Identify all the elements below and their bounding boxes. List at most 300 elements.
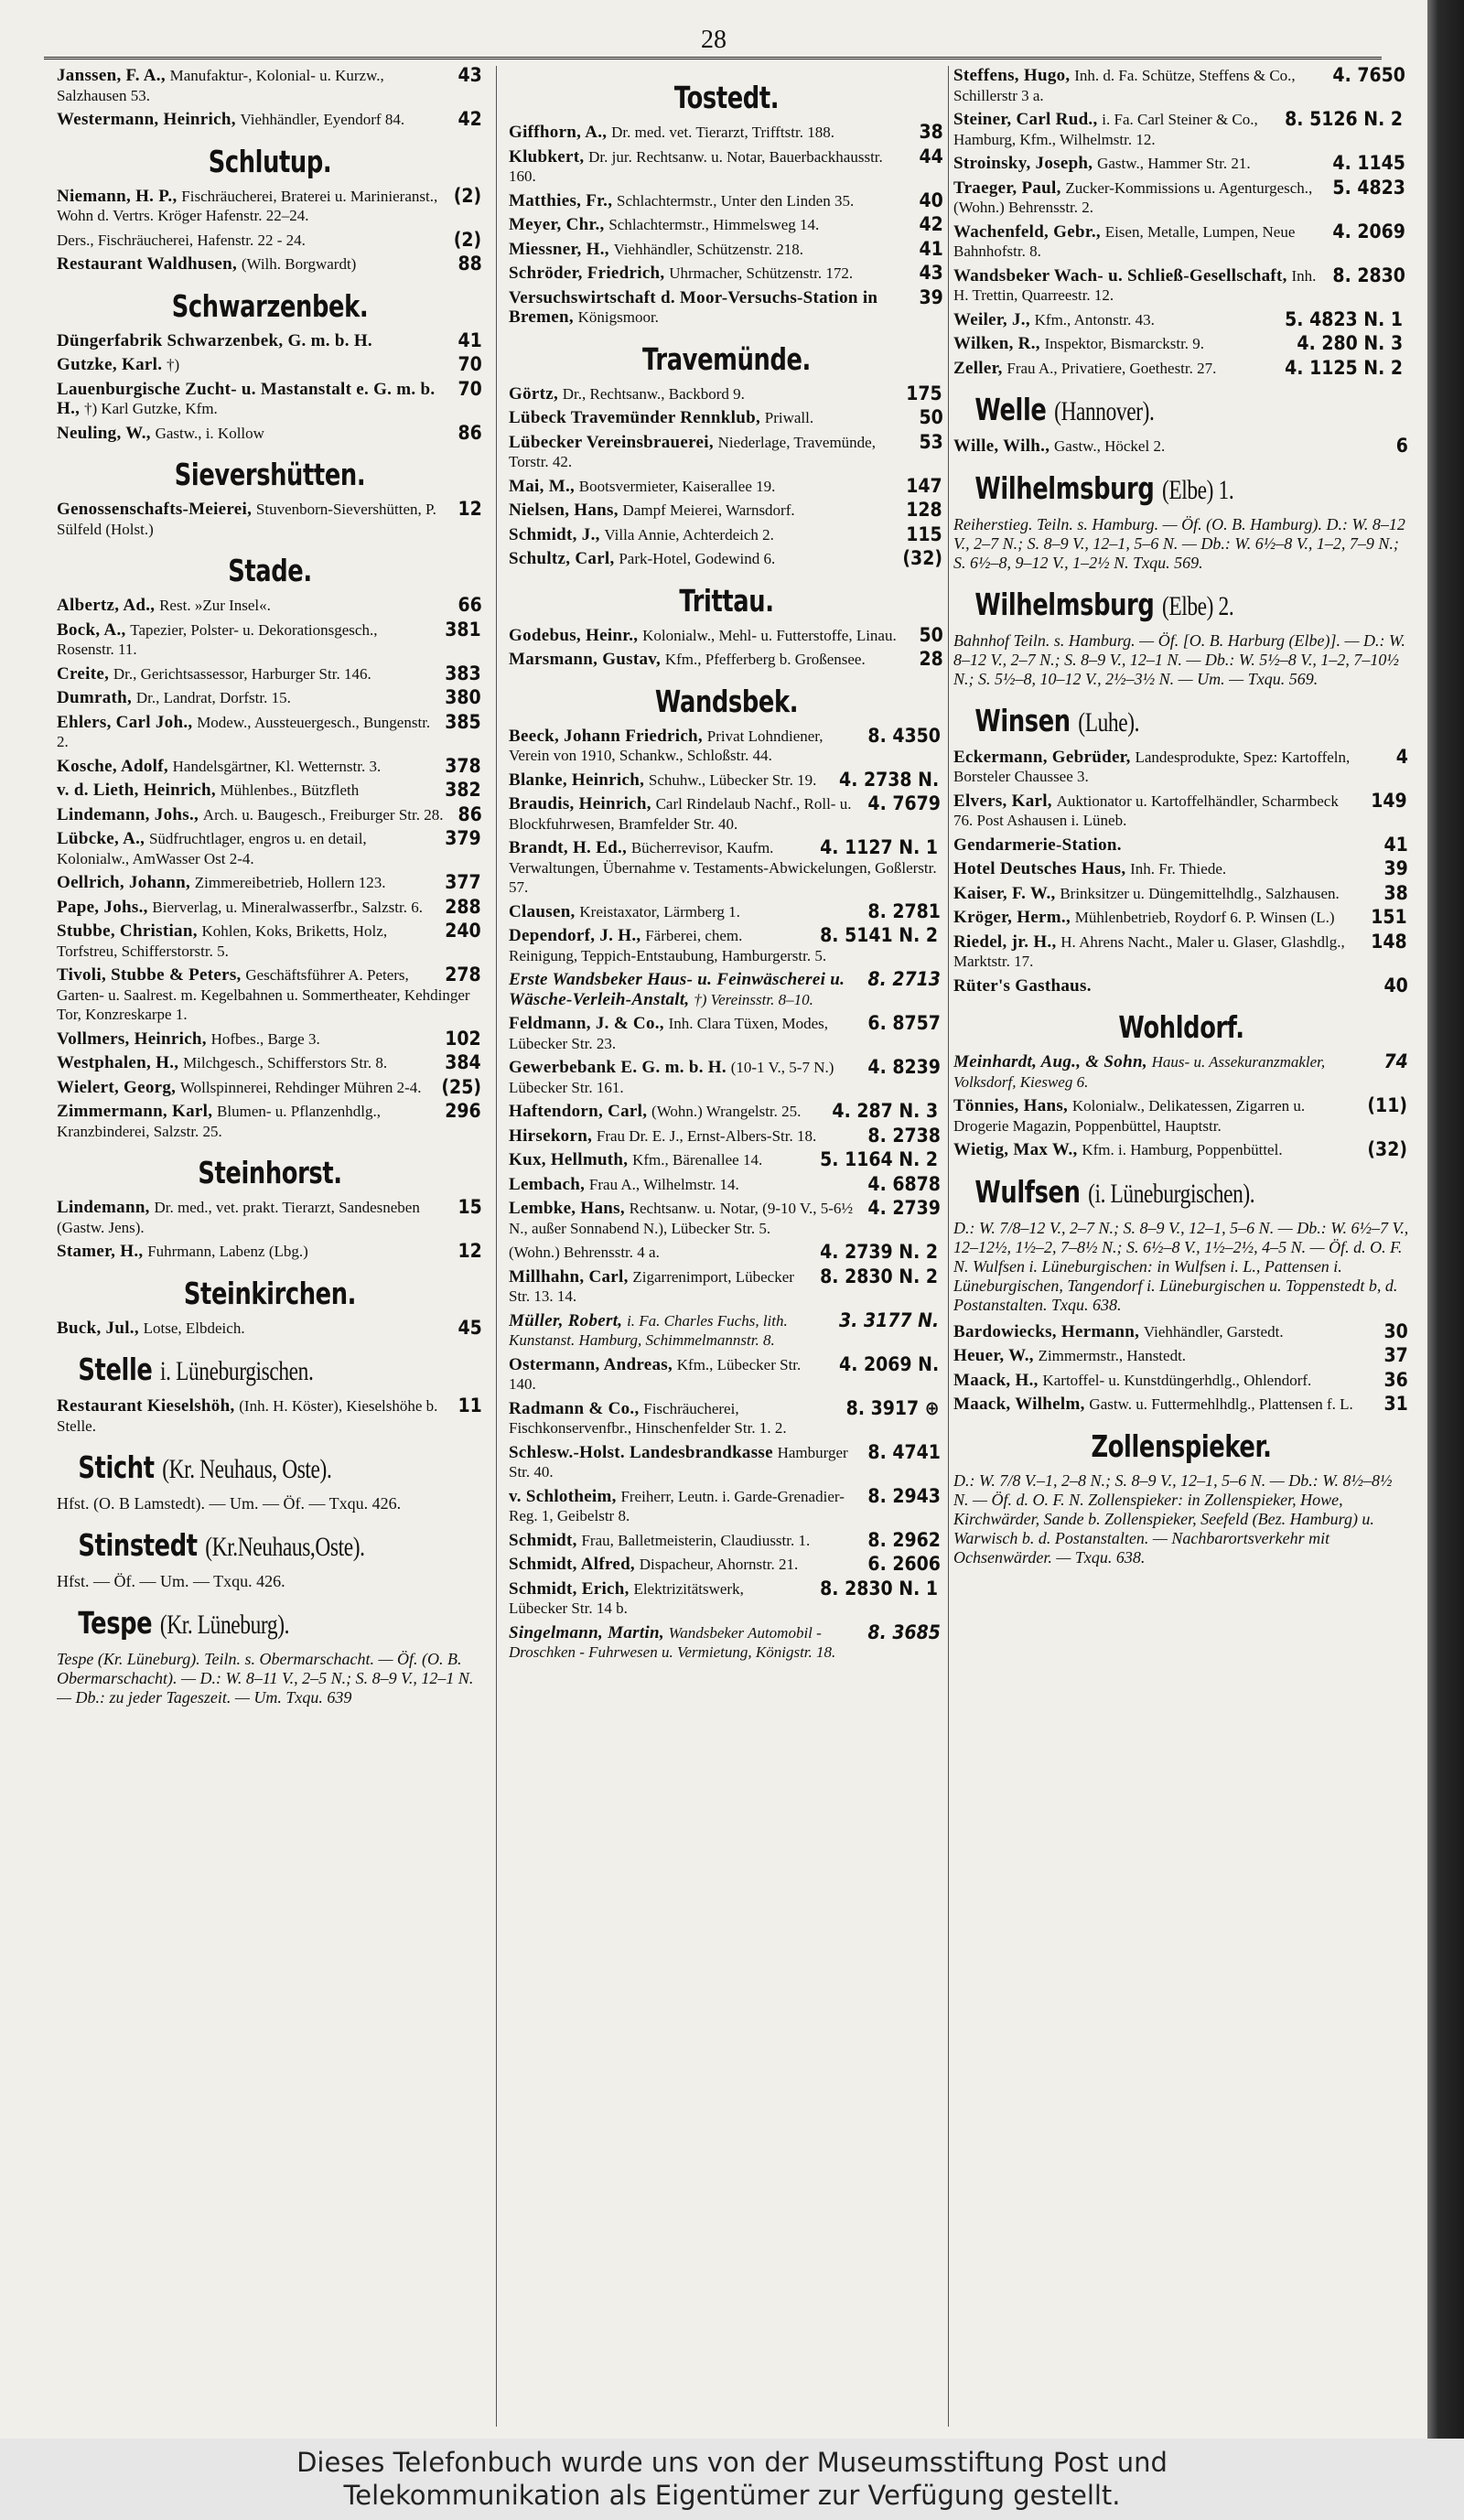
town-heading: [57, 1450, 389, 1487]
town-name: Steinkirchen.: [183, 1275, 357, 1311]
phone-number: 278: [445, 964, 481, 985]
phone-number: 66: [458, 594, 482, 616]
phone-number: 4. 2739: [867, 1197, 941, 1219]
directory-entry: [509, 285, 944, 328]
entry-name: Bardowiecks, Hermann,: [953, 1321, 1140, 1341]
directory-entry: [509, 650, 944, 670]
entry-name: Rüter's Gasthaus.: [953, 975, 1092, 996]
entry-name: Neuling, W.,: [57, 423, 151, 443]
entry-name: Lindemann, Johs.,: [57, 804, 199, 824]
entry-description: Ders., Fischräucherei, Hafenstr. 22 - 24.: [57, 231, 306, 249]
entry-name: Braudis, Heinrich,: [509, 794, 651, 813]
directory-entry: [953, 1140, 1409, 1160]
entry-name: Vollmers, Heinrich,: [57, 1028, 207, 1049]
entry-name: Tivoli, Stubbe & Peters,: [57, 965, 242, 985]
town-heading: [103, 458, 436, 492]
entry-name: Ehlers, Carl Joh.,: [57, 712, 193, 732]
town-heading: [103, 1156, 436, 1190]
directory-entry: [509, 1308, 944, 1351]
entry-description: Frau A., Privatiere, Goethestr. 27.: [1006, 359, 1217, 377]
header-rule: [44, 57, 1382, 59]
entry-description: Fischräucherei, Braterei u. Marinieranst., Wohn d. Vertrs. Kröger Hafenstr. 22–24.: [57, 187, 438, 224]
entry-name: Gendarmerie-Station.: [953, 835, 1122, 855]
entry-description: Priwall.: [764, 409, 814, 426]
entry-description: Rechtsanw. u. Notar, (9-10 V., 5-6½ N., außer Sonnabend N.), Lübecker Str. 5.: [509, 1200, 854, 1237]
entry-name: Kosche, Adolf,: [57, 756, 168, 776]
phone-number: 40: [1383, 974, 1408, 996]
entry-description: Kfm., Bärenallee 14.: [632, 1151, 763, 1168]
entry-name: Millhahn, Carl,: [509, 1266, 629, 1287]
entry-description: Uhrmacher, Schützenstr. 172.: [669, 264, 854, 282]
phone-number: 42: [919, 213, 943, 235]
entry-name: Pape, Johs.,: [57, 897, 148, 917]
entry-description: Landesprodukte, Spez: Kartoffeln, Borsteler Chaussee 3.: [953, 748, 1351, 785]
entry-description: Handelsgärtner, Kl. Wetternstr. 3.: [172, 757, 382, 775]
phone-number: (2): [453, 184, 482, 207]
directory-entry: [57, 710, 483, 752]
directory-entry: [57, 895, 483, 918]
phone-number: 151: [1371, 906, 1407, 928]
directory-entry: [57, 873, 483, 893]
entry-name: Lindemann,: [57, 1198, 150, 1217]
entry-name: Wille, Wilh.,: [953, 436, 1050, 456]
entry-name: Janssen, F. A.,: [57, 66, 166, 85]
directory-entry: [57, 328, 483, 351]
town-name: Tostedt.: [673, 80, 780, 115]
phone-number: 383: [445, 662, 481, 684]
phone-number: 4. 280 N. 3: [1297, 332, 1404, 354]
entry-name: Riedel, jr. H.,: [953, 932, 1057, 952]
town-qualifier: (Kr.Neuhaus,Oste).: [205, 1532, 365, 1562]
directory-entry: [953, 789, 1409, 831]
entry-description: Hamburger Str. 40.: [509, 1443, 848, 1481]
entry-description: Arch. u. Baugesch., Freiburger Str. 28.: [202, 805, 444, 824]
entry-name: Mai, M.,: [509, 476, 576, 496]
column-2: [509, 66, 944, 2439]
phone-number: 28: [919, 648, 943, 670]
phone-number: (11): [1366, 1094, 1407, 1116]
phone-number: 8. 4350: [867, 724, 941, 747]
town-qualifier: (Kr. Lüneburg).: [159, 1610, 290, 1640]
service-hours-note: D.: W. 7/8–12 V., 2–7 N.; S. 8–9 V., 12–1, 5–6 N. — Db.: W. 6½–7 V., 12–12½, 1½–2, 7–8½ N.; S. 6½–8 V., 1½–2½, 4–5 N. — Öf. d. O. F. N. Wulfsen i. Lüneburgischen: in Wulfsen i. L., Pattensen i. Lüneburgischen, Tangendorf i. Lüneburgischen u. Toppenstedt b, d. Postanstalten. Txqu. 638.: [953, 1218, 1409, 1314]
entry-description: Viehhändler, Schützenstr. 218.: [613, 240, 804, 258]
entry-description: Mühlenbetrieb, Roydorf 6. P. Winsen (L.): [1074, 909, 1335, 926]
directory-entry: [57, 620, 483, 660]
entry-name: Zimmermann, Karl,: [57, 1102, 213, 1121]
entry-name: Godebus, Heinr.,: [509, 625, 639, 645]
entry-name: Düngerfabrik Schwarzenbek, G. m. b. H.: [57, 330, 372, 350]
directory-entry: [509, 1199, 944, 1238]
entry-name: Blanke, Heinrich,: [509, 770, 645, 790]
phone-number: 45: [458, 1316, 482, 1339]
phone-number: 8. 4741: [867, 1440, 941, 1463]
entry-description: Wollspinnerei, Rehdinger Mühren 2-4.: [180, 1078, 422, 1096]
directory-entry: [509, 237, 944, 260]
town-heading: [57, 1352, 389, 1389]
phone-number: 5. 4823 N. 1: [1285, 307, 1403, 330]
entry-name: Schultz, Carl,: [509, 549, 615, 568]
directory-entry: [509, 794, 944, 834]
entry-description: Fischräucherei, Fischkonservenfbr., Hinschenfelder Str. 1. 2.: [509, 1399, 787, 1437]
phone-number: 53: [919, 430, 943, 453]
entry-description: (10-1 V., 5-7 N.) Lübecker Str. 161.: [509, 1059, 834, 1096]
directory-entry: [509, 1579, 944, 1619]
entry-description: Zimmermstr., Hanstedt.: [1038, 1347, 1187, 1364]
directory-entry: [953, 66, 1409, 105]
entry-description: Dr. jur. Rechtsanw. u. Notar, Bauerbackhausstr. 160.: [509, 147, 883, 185]
directory-entry: [57, 664, 483, 684]
entry-description: Kfm. i. Hamburg, Poppenbüttel.: [1082, 1141, 1283, 1158]
entry-name: Giffhorn, A.,: [509, 123, 608, 142]
entry-name: Ostermann, Andreas,: [509, 1354, 673, 1374]
directory-entry: [953, 859, 1409, 879]
directory-entry: [509, 1058, 944, 1097]
town-name: Zollenspieker.: [1091, 1427, 1272, 1464]
entry-name: Marsmann, Gustav,: [509, 650, 662, 669]
phone-number: 4. 2069 N.: [838, 1352, 939, 1375]
phone-number: 8. 5141 N. 2: [820, 924, 938, 946]
entry-description: Schlachtermstr., Unter den Linden 35.: [617, 191, 855, 210]
directory-entry: [57, 377, 483, 419]
phone-number: 5. 1164 N. 2: [820, 1148, 938, 1170]
phone-number: 15: [458, 1196, 482, 1218]
entry-description: Tapezier, Polster- u. Dekorationsgesch., Rosenstr. 11.: [57, 620, 378, 658]
entry-description: Inh. H. Trettin, Quarreestr. 12.: [953, 266, 1317, 304]
entry-name: Schlesw.-Holst. Landesbrandkasse: [509, 1442, 773, 1462]
entry-name: Westphalen, H.,: [57, 1053, 179, 1072]
town-qualifier: (i. Lüneburgischen).: [1088, 1178, 1255, 1209]
phone-number: (32): [901, 547, 942, 569]
entry-description: Park-Hotel, Godewind 6.: [619, 550, 776, 567]
directory-entry: [57, 688, 483, 708]
phone-number: 39: [919, 285, 943, 308]
phone-number: 8. 2830 N. 2: [820, 1265, 938, 1287]
directory-entry: [509, 1623, 944, 1663]
entry-name: Clausen,: [509, 901, 576, 921]
entry-description: Dr., Gerichtsassessor, Harburger Str. 146.: [113, 664, 371, 683]
entry-name: Singelmann, Martin,: [509, 1622, 664, 1642]
entry-description: Fuhrmann, Labenz (Lbg.): [147, 1243, 308, 1260]
entry-name: Bock, A.,: [57, 619, 126, 640]
directory-entry: [509, 970, 944, 1009]
entry-description: (Wilh. Borgwardt): [241, 255, 357, 273]
phone-number: 39: [1383, 857, 1408, 879]
entry-description: Dr. med. vet. Tierarzt, Trifftstr. 188.: [611, 124, 834, 141]
entry-name: Klubkert,: [509, 146, 585, 167]
town-name: Sticht: [78, 1449, 155, 1485]
page-edge-shadow: [1427, 0, 1464, 2439]
phone-number: 11: [458, 1395, 482, 1416]
phone-number: 379: [445, 827, 481, 849]
directory-entry: [57, 596, 483, 616]
footer-line-1: Dieses Telefonbuch wurde uns von der Museumsstiftung Post und: [296, 2447, 1168, 2478]
entry-name: Dumrath,: [57, 688, 133, 707]
phone-number: 41: [458, 328, 482, 351]
phone-number: 102: [445, 1027, 481, 1050]
directory-entry: [953, 1096, 1409, 1136]
entry-description: Inh. Clara Tüxen, Modes, Lübecker Str. 23.: [509, 1015, 828, 1052]
phone-number: 385: [445, 710, 481, 733]
service-hours-note: Bahnhof Teiln. s. Hamburg. — Öf. [O. B. Harburg (Elbe)]. — D.: W. 8–12 V., 2–7 N.; S. 8–9 V., 12–1 N. — Db.: W. 5½–8 V., 1–2, 7–10½ N.; S. 5½–8, 10–12 V., 2½–3½ N. — Um. — Txqu. 569.: [953, 630, 1405, 688]
directory-entry: [57, 921, 483, 961]
directory-entry: [509, 384, 944, 404]
entry-description: Kohlen, Koks, Briketts, Holz, Torfstreu, Schifferstorstr. 5.: [57, 922, 388, 960]
town-qualifier: (Elbe) 2.: [1161, 590, 1234, 621]
entry-description: Zimmereibetrieb, Hollern 123.: [194, 874, 386, 891]
directory-entry: [509, 215, 944, 235]
town-heading: [953, 1175, 1308, 1212]
phone-number: 4. 6878: [867, 1172, 941, 1195]
entry-name: Matthies, Fr.,: [509, 190, 613, 210]
town-qualifier: (Kr. Neuhaus, Oste).: [162, 1454, 332, 1484]
entry-name: Schmidt, J.,: [509, 524, 600, 544]
directory-entry: [57, 1198, 483, 1237]
town-heading: [953, 393, 1308, 429]
town-heading: [103, 145, 436, 179]
phone-number: 70: [458, 353, 482, 375]
directory-entry: [953, 1346, 1409, 1366]
column-divider: [948, 66, 949, 2427]
entry-description: Kolonialw., Delikatessen, Zigarren u. Drogerie Magazin, Poppenbüttel, Hauptstr.: [953, 1097, 1306, 1135]
directory-entry: [953, 1395, 1409, 1415]
phone-number: 50: [919, 623, 943, 646]
entry-description: Carl Rindelaub Nachf., Roll- u. Blockfuhrwesen, Bramfelder Str. 40.: [509, 795, 852, 833]
town-name: Schwarzenbek.: [171, 287, 369, 324]
phone-number: 4. 2069: [1332, 220, 1405, 242]
entry-description: Dispacheur, Ahornstr. 21.: [639, 1556, 799, 1573]
phone-number: 240: [445, 920, 481, 942]
entry-description: Gastw., Hammer Str. 21.: [1097, 155, 1251, 172]
entry-description: Kreistaxator, Lärmberg 1.: [579, 902, 740, 921]
phone-number: 70: [458, 377, 482, 400]
column-1: [57, 66, 483, 2439]
directory-entry: [57, 1075, 483, 1098]
entry-name: Haftendorn, Carl,: [509, 1102, 648, 1121]
phone-number: 4. 1125 N. 2: [1285, 356, 1403, 379]
entry-name: Tönnies, Hans,: [953, 1096, 1069, 1115]
entry-name: Lübeck Travemünder Rennklub,: [509, 408, 760, 427]
entry-name: Lembke, Hans,: [509, 1199, 625, 1218]
phone-number: (25): [440, 1075, 481, 1098]
directory-entry: [509, 1267, 944, 1307]
phone-number: 4. 1127 N. 1: [820, 836, 938, 858]
column-3: [953, 66, 1409, 2439]
phone-number: 4. 2739 N. 2: [820, 1241, 938, 1263]
column-divider: [496, 66, 497, 2427]
entry-name: Heuer, W.,: [953, 1346, 1034, 1365]
entry-description: Frau A., Wilhelmstr. 14.: [588, 1175, 739, 1193]
entry-name: Radmann & Co.,: [509, 1398, 640, 1418]
directory-entry: [509, 838, 944, 898]
entry-name: Kux, Hellmuth,: [509, 1150, 629, 1169]
entry-name: Maack, Wilhelm,: [953, 1395, 1085, 1414]
directory-entry: [57, 500, 483, 539]
phone-number: 12: [458, 498, 482, 520]
town-name: Wandsbek.: [654, 683, 799, 719]
footer-line-2: Telekommunikation als Eigentümer zur Verfügung gestellt.: [343, 2480, 1121, 2511]
phone-number: 4. 7679: [867, 792, 941, 814]
entry-name: Meyer, Chr.,: [509, 215, 605, 234]
directory-entry: [509, 408, 944, 428]
directory-entry: [509, 1528, 944, 1551]
entry-name: Meinhardt, Aug., & Sohn,: [953, 1052, 1147, 1072]
phone-number: 8. 5126 N. 2: [1285, 108, 1403, 130]
directory-entry: [509, 474, 944, 497]
phone-number: 148: [1371, 930, 1407, 953]
directory-entry: [509, 1396, 944, 1438]
directory-entry: [509, 430, 944, 472]
town-name: Tespe: [78, 1605, 153, 1641]
town-name: Winsen: [974, 702, 1071, 738]
town-name: Schlutup.: [208, 143, 332, 179]
phone-number: 115: [906, 522, 942, 545]
town-heading: [57, 1606, 389, 1642]
directory-entry: [57, 254, 483, 275]
service-hours-note: D.: W. 7/8 V.–1, 2–8 N.; S. 8–9 V., 12–1, 5–6 N. — Db.: W. 8½–8½ N. — Öf. d. O. F. N. Zollenspieker: in Zollenspieker, Howe, Kirchwärder, Sande b. Zollenspieker, Seefeld (Bez. Hamburg) u. Warwisch b. d. Postanstalten. — Nachbarortsverkehr mit Ochsenwärder. — Txqu. 638.: [953, 1470, 1393, 1567]
entry-name: v. d. Lieth, Heinrich,: [57, 781, 216, 800]
town-name: Travemünde.: [642, 340, 811, 377]
town-heading: [103, 554, 436, 588]
directory-entry: [509, 899, 944, 922]
entry-name: Gewerbebank E. G. m. b. H.: [509, 1058, 727, 1077]
entry-description: Stuvenborn-Sievershütten, P. Sülfeld (Holst.): [57, 501, 436, 538]
phone-number: 377: [445, 871, 481, 893]
directory-entry: [509, 501, 944, 521]
entry-name: Kröger, Herm.,: [953, 908, 1071, 927]
entry-description: (Wohn.) Wrangelstr. 25.: [651, 1103, 802, 1120]
entry-description: Geschäftsführer A. Peters, Garten- u. Saalrest. m. Kegelbahnen u. Sommertheater, Kehdinger Tor, Konzreskarpe 1.: [57, 966, 470, 1023]
town-heading: [556, 81, 896, 115]
entry-description: Freiherr, Leutn. i. Garde-Grenadier-Reg. 1, Geibelstr 8.: [509, 1487, 845, 1524]
phone-number: 384: [445, 1051, 481, 1073]
town-heading: [1004, 1429, 1359, 1464]
entry-name: Genossenschafts-Meierei,: [57, 500, 253, 519]
entry-description: H. Ahrens Nacht., Maler u. Glaser, Glashdlg., Marktstr. 17.: [953, 932, 1345, 970]
entry-description: Dr. med., vet. prakt. Tierarzt, Sandesneben (Gastw. Jens).: [57, 1199, 420, 1236]
entry-name: Schmidt, Alfred,: [509, 1555, 635, 1574]
phone-number: 8. 2738: [867, 1124, 941, 1147]
phone-number: 382: [445, 779, 481, 801]
phone-number: 37: [1383, 1344, 1408, 1366]
entry-description: Brinksitzer u. Düngemittelhdlg., Salzhausen.: [1060, 884, 1340, 902]
town-qualifier: (Luhe).: [1078, 706, 1140, 738]
entry-name: Stroinsky, Joseph,: [953, 154, 1093, 173]
entry-description: Frau Dr. E. J., Ernst-Albers-Str. 18.: [596, 1126, 817, 1145]
directory-entry: [953, 932, 1409, 972]
phone-number: 40: [919, 188, 943, 211]
entry-description: Hofbes., Barge 3.: [210, 1029, 320, 1048]
directory-entry: [509, 1172, 944, 1195]
entry-name: Westermann, Heinrich,: [57, 110, 236, 129]
phone-number: 147: [906, 474, 942, 497]
entry-description: Zucker-Kommissions u. Agenturgesch., (Wohn.) Behrensstr. 2.: [953, 178, 1313, 216]
directory-entry: [509, 1102, 944, 1122]
town-heading: [953, 704, 1308, 740]
phone-number: 128: [906, 499, 942, 521]
directory-entry: [509, 770, 944, 791]
directory-entry: [57, 1053, 483, 1073]
directory-entry: [509, 123, 944, 143]
town-name: Sievershütten.: [174, 457, 366, 492]
entry-name: Traeger, Paul,: [953, 178, 1061, 198]
directory-entry: [57, 754, 483, 777]
town-name: Trittau.: [679, 582, 774, 619]
phone-number: 86: [458, 802, 482, 825]
entry-name: Wilken, R.,: [953, 334, 1040, 353]
phone-number: 4. 7650: [1332, 66, 1405, 86]
phone-number: 42: [458, 108, 482, 130]
directory-entry: [953, 881, 1409, 904]
directory-entry: [509, 188, 944, 211]
service-hours-note: Hfst. — Öf. — Um. — Txqu. 426.: [57, 1572, 285, 1590]
phone-number: (2): [453, 228, 482, 251]
entry-name: Zeller,: [953, 358, 1003, 378]
directory-entry: [57, 355, 483, 375]
directory-entry: [953, 745, 1409, 787]
entry-description: (Wohn.) Behrensstr. 4 a.: [509, 1244, 660, 1261]
phone-number: 50: [919, 406, 943, 428]
entry-description: Frau, Balletmeisterin, Claudiusstr. 1.: [581, 1531, 811, 1549]
entry-description: Südfruchtlager, engros u. en detail, Kolonialw., AmWasser Ost 2-4.: [57, 830, 367, 867]
town-heading: [556, 584, 896, 619]
entry-name: Elvers, Karl,: [953, 791, 1052, 811]
entry-description: Lotse, Elbdeich.: [143, 1319, 245, 1337]
phone-number: 36: [1383, 1368, 1408, 1391]
directory-entry: [57, 110, 483, 130]
directory-entry: [509, 1440, 944, 1482]
entry-description: †) Karl Gutzke, Kfm.: [83, 400, 218, 417]
entry-name: Lembach,: [509, 1174, 586, 1194]
town-name: Wilhelmsburg: [974, 586, 1155, 622]
directory-entry: [509, 926, 944, 965]
entry-name: Görtz,: [509, 383, 559, 404]
phone-number: 8. 2830 N. 1: [820, 1577, 938, 1599]
directory-entry: [57, 802, 483, 825]
entry-description: (Inh. H. Köster), Kieselshöhe b. Stelle.: [57, 1397, 438, 1435]
phone-number: 8. 3685: [867, 1621, 941, 1643]
entry-name: Restaurant Kieselshöh,: [57, 1396, 235, 1416]
town-qualifier: (Elbe) 1.: [1161, 474, 1234, 505]
entry-name: Stamer, H.,: [57, 1242, 144, 1261]
entry-name: Lübcke, A.,: [57, 829, 145, 848]
phone-number: 6. 2606: [867, 1553, 941, 1575]
page-number: 28: [701, 26, 727, 54]
entry-name: Beeck, Johann Friedrich,: [509, 726, 703, 746]
phone-number: 8. 2781: [867, 899, 941, 922]
entry-name: Wietig, Max W.,: [953, 1140, 1078, 1159]
phone-number: 149: [1371, 789, 1407, 812]
entry-description: Dr., Landrat, Dorfstr. 15.: [135, 689, 291, 706]
directory-entry: [57, 1242, 483, 1262]
entry-description: i. Fa. Charles Fuchs, lith. Kunstanst. Hamburg, Schimmelmannstr. 8.: [509, 1311, 788, 1349]
phone-number: 88: [458, 253, 482, 275]
entry-description: Färberei, chem. Reinigung, Teppich-Entstaubung, Hamburgerstr. 5.: [509, 927, 827, 964]
town-heading: [1004, 1010, 1359, 1045]
directory-entry: [509, 724, 944, 766]
entry-name: Eckermann, Gebrüder,: [953, 747, 1131, 767]
phone-number: 38: [1383, 881, 1408, 904]
directory-entry: [953, 110, 1409, 149]
phone-number: 86: [458, 421, 482, 444]
phone-number: 4. 2738 N.: [838, 768, 939, 791]
phone-number: 12: [458, 1240, 482, 1262]
entry-name: Lauenburgische Zucht- u. Mastanstalt e. G. m. b. H.,: [57, 379, 436, 418]
phone-number: 38: [919, 121, 943, 143]
entry-description: Dampf Meierei, Warnsdorf.: [622, 501, 795, 519]
phone-number: 41: [1383, 833, 1408, 856]
phone-number: 8. 2713: [867, 968, 941, 990]
entry-description: Niederlage, Travemünde, Torstr. 42.: [509, 433, 876, 470]
